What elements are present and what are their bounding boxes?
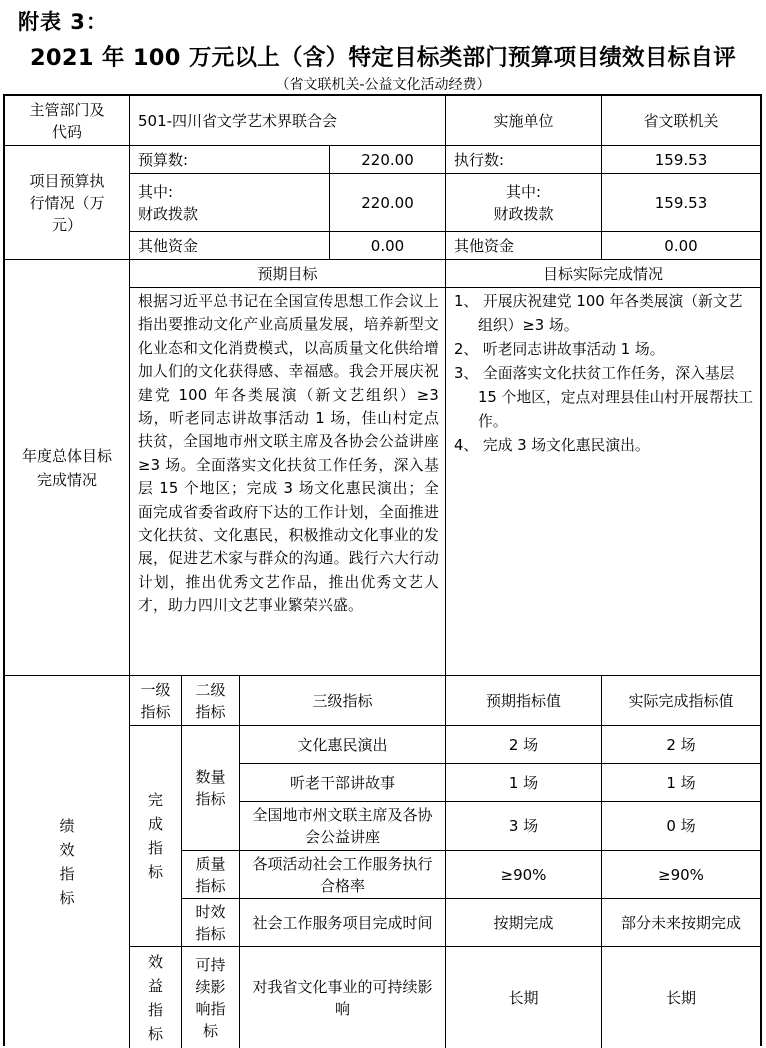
indicator-actual: 1 场 xyxy=(602,764,760,802)
annex-label: 附表 3： xyxy=(18,10,108,34)
indicator-name: 对我省文化事业的可持续影响 xyxy=(240,947,446,1048)
impl-label: 实施单位 xyxy=(446,96,602,146)
fiscal-budget-value: 220.00 xyxy=(330,174,446,232)
document-subtitle: （省文联机关-公益文化活动经费） xyxy=(275,77,491,93)
sub-quantity: 数量指标 xyxy=(182,726,240,851)
actual-goal-item: 2、 听老同志讲故事活动 1 场。 xyxy=(454,341,665,358)
exec-amount-label: 执行数: xyxy=(446,146,602,174)
goals-label: 年度总体目标完成情况 xyxy=(5,260,130,676)
exec-amount-value: 159.53 xyxy=(602,146,760,174)
group-complete: 完成指标 xyxy=(130,726,182,947)
actual-goal-item: 4、 完成 3 场文化惠民演出。 xyxy=(454,437,650,454)
indicator-name: 听老干部讲故事 xyxy=(240,764,446,802)
group-benefit: 效益指标 xyxy=(130,947,182,1048)
expected-goal-header: 预期目标 xyxy=(130,260,446,288)
col-level2-header: 二级指标 xyxy=(182,676,240,726)
indicator-name: 全国地市州文联主席及各协会公益讲座 xyxy=(240,802,446,851)
impl-value: 省文联机关 xyxy=(602,96,760,146)
indicator-name: 文化惠民演出 xyxy=(240,726,446,764)
indicator-name: 各项活动社会工作服务执行合格率 xyxy=(240,851,446,899)
budget-amount-label: 预算数: xyxy=(130,146,330,174)
col-actual-header: 实际完成指标值 xyxy=(602,676,760,726)
other-exec-value: 0.00 xyxy=(602,232,760,260)
expected-goal-text: 根据习近平总书记在全国宣传思想工作会议上指出要推动文化产业高质量发展，培养新型文化业态和文化消费模式，以高质量文化供给增加人们的文化获得感、幸福感。我会开展庆祝建党 100 年各类展演（新文艺组织）≥3 场，听老同志讲故事活动 1 场，佳山村定点扶贫，全国地市州文联主席及各协会公益讲座≥3 场。全面落实文化扶贫工作任务，深入基层 15 个地区；完成 3 场文化惠民演出；全面完成省委省政府下达的工作计划，全面推进文化扶贫、文化惠民，积极推动文化事业的发展，促进艺术家与群众的沟通。践行六大行动计划，推出优秀文艺作品，推出优秀文艺人才，助力四川文艺事业繁荣兴盛。 xyxy=(130,288,446,676)
indicator-name: 社会工作服务项目完成时间 xyxy=(240,899,446,947)
col-expected-header: 预期指标值 xyxy=(446,676,602,726)
sub-quality: 质量指标 xyxy=(182,851,240,899)
indicator-expected: 3 场 xyxy=(446,802,602,851)
indicator-expected: 按期完成 xyxy=(446,899,602,947)
indicator-expected: ≥90% xyxy=(446,851,602,899)
fiscal-budget-label: 其中: 财政拨款 xyxy=(130,174,330,232)
evaluation-table xyxy=(3,94,762,1046)
dept-label: 主管部门及代码 xyxy=(5,96,130,146)
indicator-actual: ≥90% xyxy=(602,851,760,899)
fiscal-exec-label: 其中: 财政拨款 xyxy=(446,174,602,232)
other-budget-label: 其他资金 xyxy=(130,232,330,260)
actual-goal-item: 1、 开展庆祝建党 100 年各类展演（新文艺组织）≥3 场。 xyxy=(454,293,743,334)
indicator-expected: 2 场 xyxy=(446,726,602,764)
fiscal-exec-value: 159.53 xyxy=(602,174,760,232)
perf-label: 绩效指标 xyxy=(5,676,130,1048)
budget-amount-value: 220.00 xyxy=(330,146,446,174)
indicator-actual: 部分未来按期完成 xyxy=(602,899,760,947)
actual-goal-list xyxy=(446,288,760,676)
dept-value: 501-四川省文学艺术界联合会 xyxy=(130,96,446,146)
indicator-actual: 2 场 xyxy=(602,726,760,764)
actual-goal-item: 3、 全面落实文化扶贫工作任务，深入基层 15 个地区，定点对理县佳山村开展帮扶工作。 xyxy=(454,365,754,430)
indicator-expected: 1 场 xyxy=(446,764,602,802)
indicator-actual: 长期 xyxy=(665,988,696,1007)
col-level1-header: 一级指标 xyxy=(130,676,182,726)
indicator-actual: 0 场 xyxy=(602,802,760,851)
sub-sustain: 可持续影响指标 xyxy=(182,947,240,1048)
budget-label: 项目预算执行情况（万元） xyxy=(5,146,130,260)
sub-time: 时效指标 xyxy=(182,899,240,947)
actual-goal-header: 目标实际完成情况 xyxy=(446,260,760,288)
other-exec-label: 其他资金 xyxy=(446,232,602,260)
col-level3-header: 三级指标 xyxy=(240,676,446,726)
indicator-expected: 长期 xyxy=(446,947,602,1048)
document-title: 2021 年 100 万元以上（含）特定目标类部门预算项目绩效目标自评 xyxy=(29,45,737,71)
other-budget-value: 0.00 xyxy=(330,232,446,260)
